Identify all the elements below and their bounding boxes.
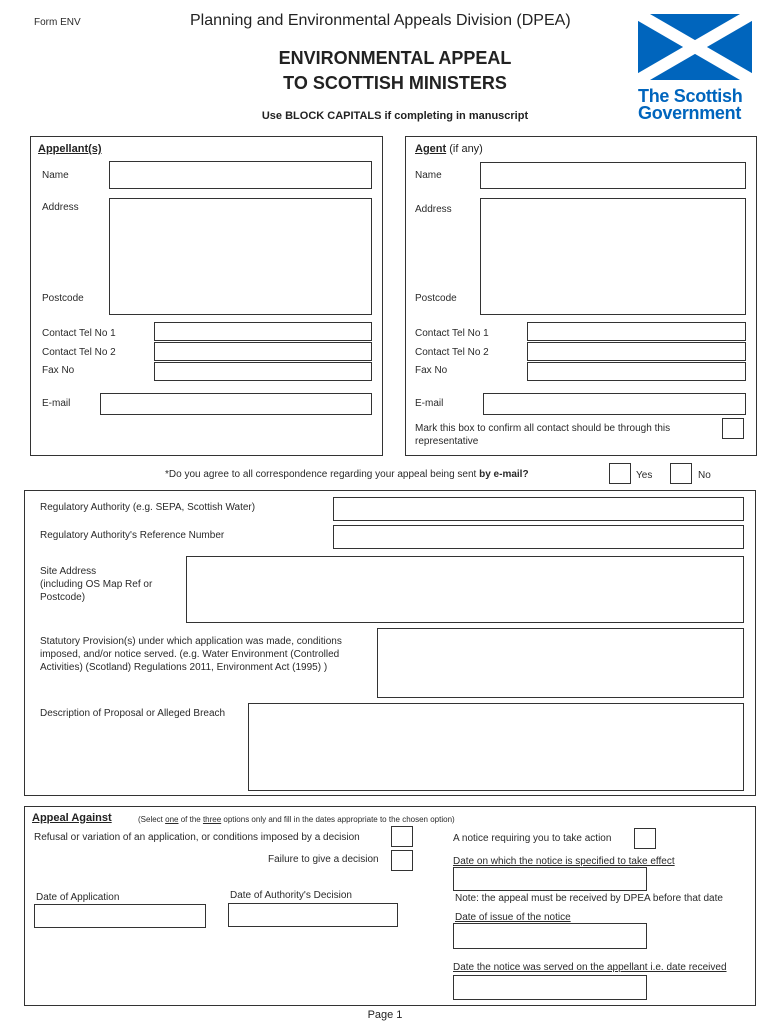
agent-tel2-input[interactable] <box>527 342 746 361</box>
notice-option-checkbox[interactable] <box>634 828 656 849</box>
notice-deadline-note: Note: the appeal must be received by DPEA before that date <box>455 893 723 904</box>
note-part-1: (Select <box>138 815 166 824</box>
refusal-option-label: Refusal or variation of an application, or conditions imposed by a decision <box>34 832 360 843</box>
site-address-input[interactable] <box>186 556 744 623</box>
appellant-fax-input[interactable] <box>154 362 372 381</box>
agent-fax-input[interactable] <box>527 362 746 381</box>
authority-reference-label: Regulatory Authority's Reference Number <box>40 530 225 541</box>
appeal-against-heading: Appeal Against <box>32 812 112 824</box>
statutory-provision-label-2: imposed, and/or notice served. (e.g. Water Environment (Controlled <box>40 649 340 660</box>
email-consent-question <box>165 469 529 480</box>
notice-served-date-input[interactable] <box>453 975 647 1000</box>
email-consent-no-checkbox[interactable] <box>670 463 692 484</box>
regulatory-authority-label: Regulatory Authority (e.g. SEPA, Scottish Water) <box>40 502 256 513</box>
email-consent-yes-label: Yes <box>636 470 653 481</box>
appeal-against-note <box>138 815 455 824</box>
note-part-one: one <box>165 815 179 824</box>
appellant-address-input[interactable] <box>109 198 372 315</box>
saltire-flag-icon <box>638 14 752 80</box>
appellant-tel2-input[interactable] <box>154 342 372 361</box>
agent-heading-text: Agent <box>415 143 447 155</box>
page-number: Page 1 <box>367 1009 403 1021</box>
block-capitals-instruction: Use BLOCK CAPITALS if completing in manuscript <box>261 110 529 122</box>
agent-address-label: Address <box>415 204 452 215</box>
failure-option-checkbox[interactable] <box>391 850 413 871</box>
email-consent-no-label: No <box>698 470 711 481</box>
notice-effect-date-label: Date on which the notice is specified to take effect <box>453 856 675 867</box>
email-consent-question-text: *Do you agree to all correspondence regarding your appeal being sent <box>165 469 480 480</box>
appellant-name-input[interactable] <box>109 161 372 189</box>
agent-postcode-label: Postcode <box>415 293 457 304</box>
agent-confirm-label: Mark this box to confirm all contact should be through this representative <box>415 423 671 447</box>
agent-heading-note: (if any) <box>446 143 483 155</box>
form-title-line1: ENVIRONMENTAL APPEAL <box>278 48 512 68</box>
notice-served-date-label: Date the notice was served on the appellant i.e. date received <box>453 962 727 973</box>
logo-text-line2: Government <box>638 103 742 123</box>
date-of-application-label: Date of Application <box>36 892 120 903</box>
agent-name-label: Name <box>415 170 442 181</box>
agent-heading <box>415 143 483 155</box>
appellant-postcode-label: Postcode <box>42 293 84 304</box>
notice-effect-date-input[interactable] <box>453 867 647 891</box>
statutory-provision-input[interactable] <box>377 628 744 698</box>
form-code: Form ENV <box>34 17 81 28</box>
note-part-three: three <box>202 815 222 824</box>
date-of-decision-label: Date of Authority's Decision <box>230 890 352 901</box>
division-title: Planning and Environmental Appeals Division (DPEA) <box>190 12 571 29</box>
site-address-label-3: Postcode) <box>40 592 86 603</box>
logo-text-line1: The Scottish <box>638 86 743 106</box>
appellant-name-label: Name <box>42 170 69 181</box>
statutory-provision-label-3: Activities) (Scotland) Regulations 2011, Environment Act (1995) ) <box>40 662 328 673</box>
statutory-provision-label-1: Statutory Provision(s) under which application was made, conditions <box>40 636 342 647</box>
description-label: Description of Proposal or Alleged Breach <box>40 708 226 719</box>
appellant-heading: Appellant(s) <box>38 143 102 155</box>
failure-option-label: Failure to give a decision <box>268 854 379 865</box>
agent-address-input[interactable] <box>480 198 746 315</box>
notice-issue-date-label: Date of issue of the notice <box>455 912 571 923</box>
appellant-email-input[interactable] <box>100 393 372 415</box>
site-address-label-2: (including OS Map Ref or <box>40 579 153 590</box>
appellant-address-label: Address <box>42 202 79 213</box>
date-of-decision-input[interactable] <box>228 903 398 927</box>
notice-issue-date-input[interactable] <box>453 923 647 949</box>
notice-option-label: A notice requiring you to take action <box>453 833 612 844</box>
agent-email-input[interactable] <box>483 393 746 415</box>
note-part-2: of the <box>178 815 203 824</box>
appellant-email-label: E-mail <box>42 398 71 409</box>
agent-confirm-checkbox[interactable] <box>722 418 744 439</box>
agent-fax-label: Fax No <box>415 365 448 376</box>
form-title-line2: TO SCOTTISH MINISTERS <box>283 73 507 93</box>
description-input[interactable] <box>248 703 744 791</box>
site-address-label-1: Site Address <box>40 566 97 577</box>
email-consent-question-bold: by e-mail? <box>479 469 529 480</box>
agent-name-input[interactable] <box>480 162 746 189</box>
refusal-option-checkbox[interactable] <box>391 826 413 847</box>
agent-tel1-label: Contact Tel No 1 <box>415 328 489 339</box>
scottish-government-logo <box>638 14 752 123</box>
authority-reference-input[interactable] <box>333 525 744 549</box>
agent-tel2-label: Contact Tel No 2 <box>415 347 489 358</box>
agent-email-label: E-mail <box>415 398 444 409</box>
email-consent-yes-checkbox[interactable] <box>609 463 631 484</box>
appellant-tel1-label: Contact Tel No 1 <box>42 328 116 339</box>
agent-tel1-input[interactable] <box>527 322 746 341</box>
appellant-tel2-label: Contact Tel No 2 <box>42 347 116 358</box>
date-of-application-input[interactable] <box>34 904 206 928</box>
regulatory-authority-input[interactable] <box>333 497 744 521</box>
note-part-3: options only and fill in the dates appropriate to the chosen option) <box>221 815 455 824</box>
appellant-tel1-input[interactable] <box>154 322 372 341</box>
appellant-fax-label: Fax No <box>42 365 75 376</box>
